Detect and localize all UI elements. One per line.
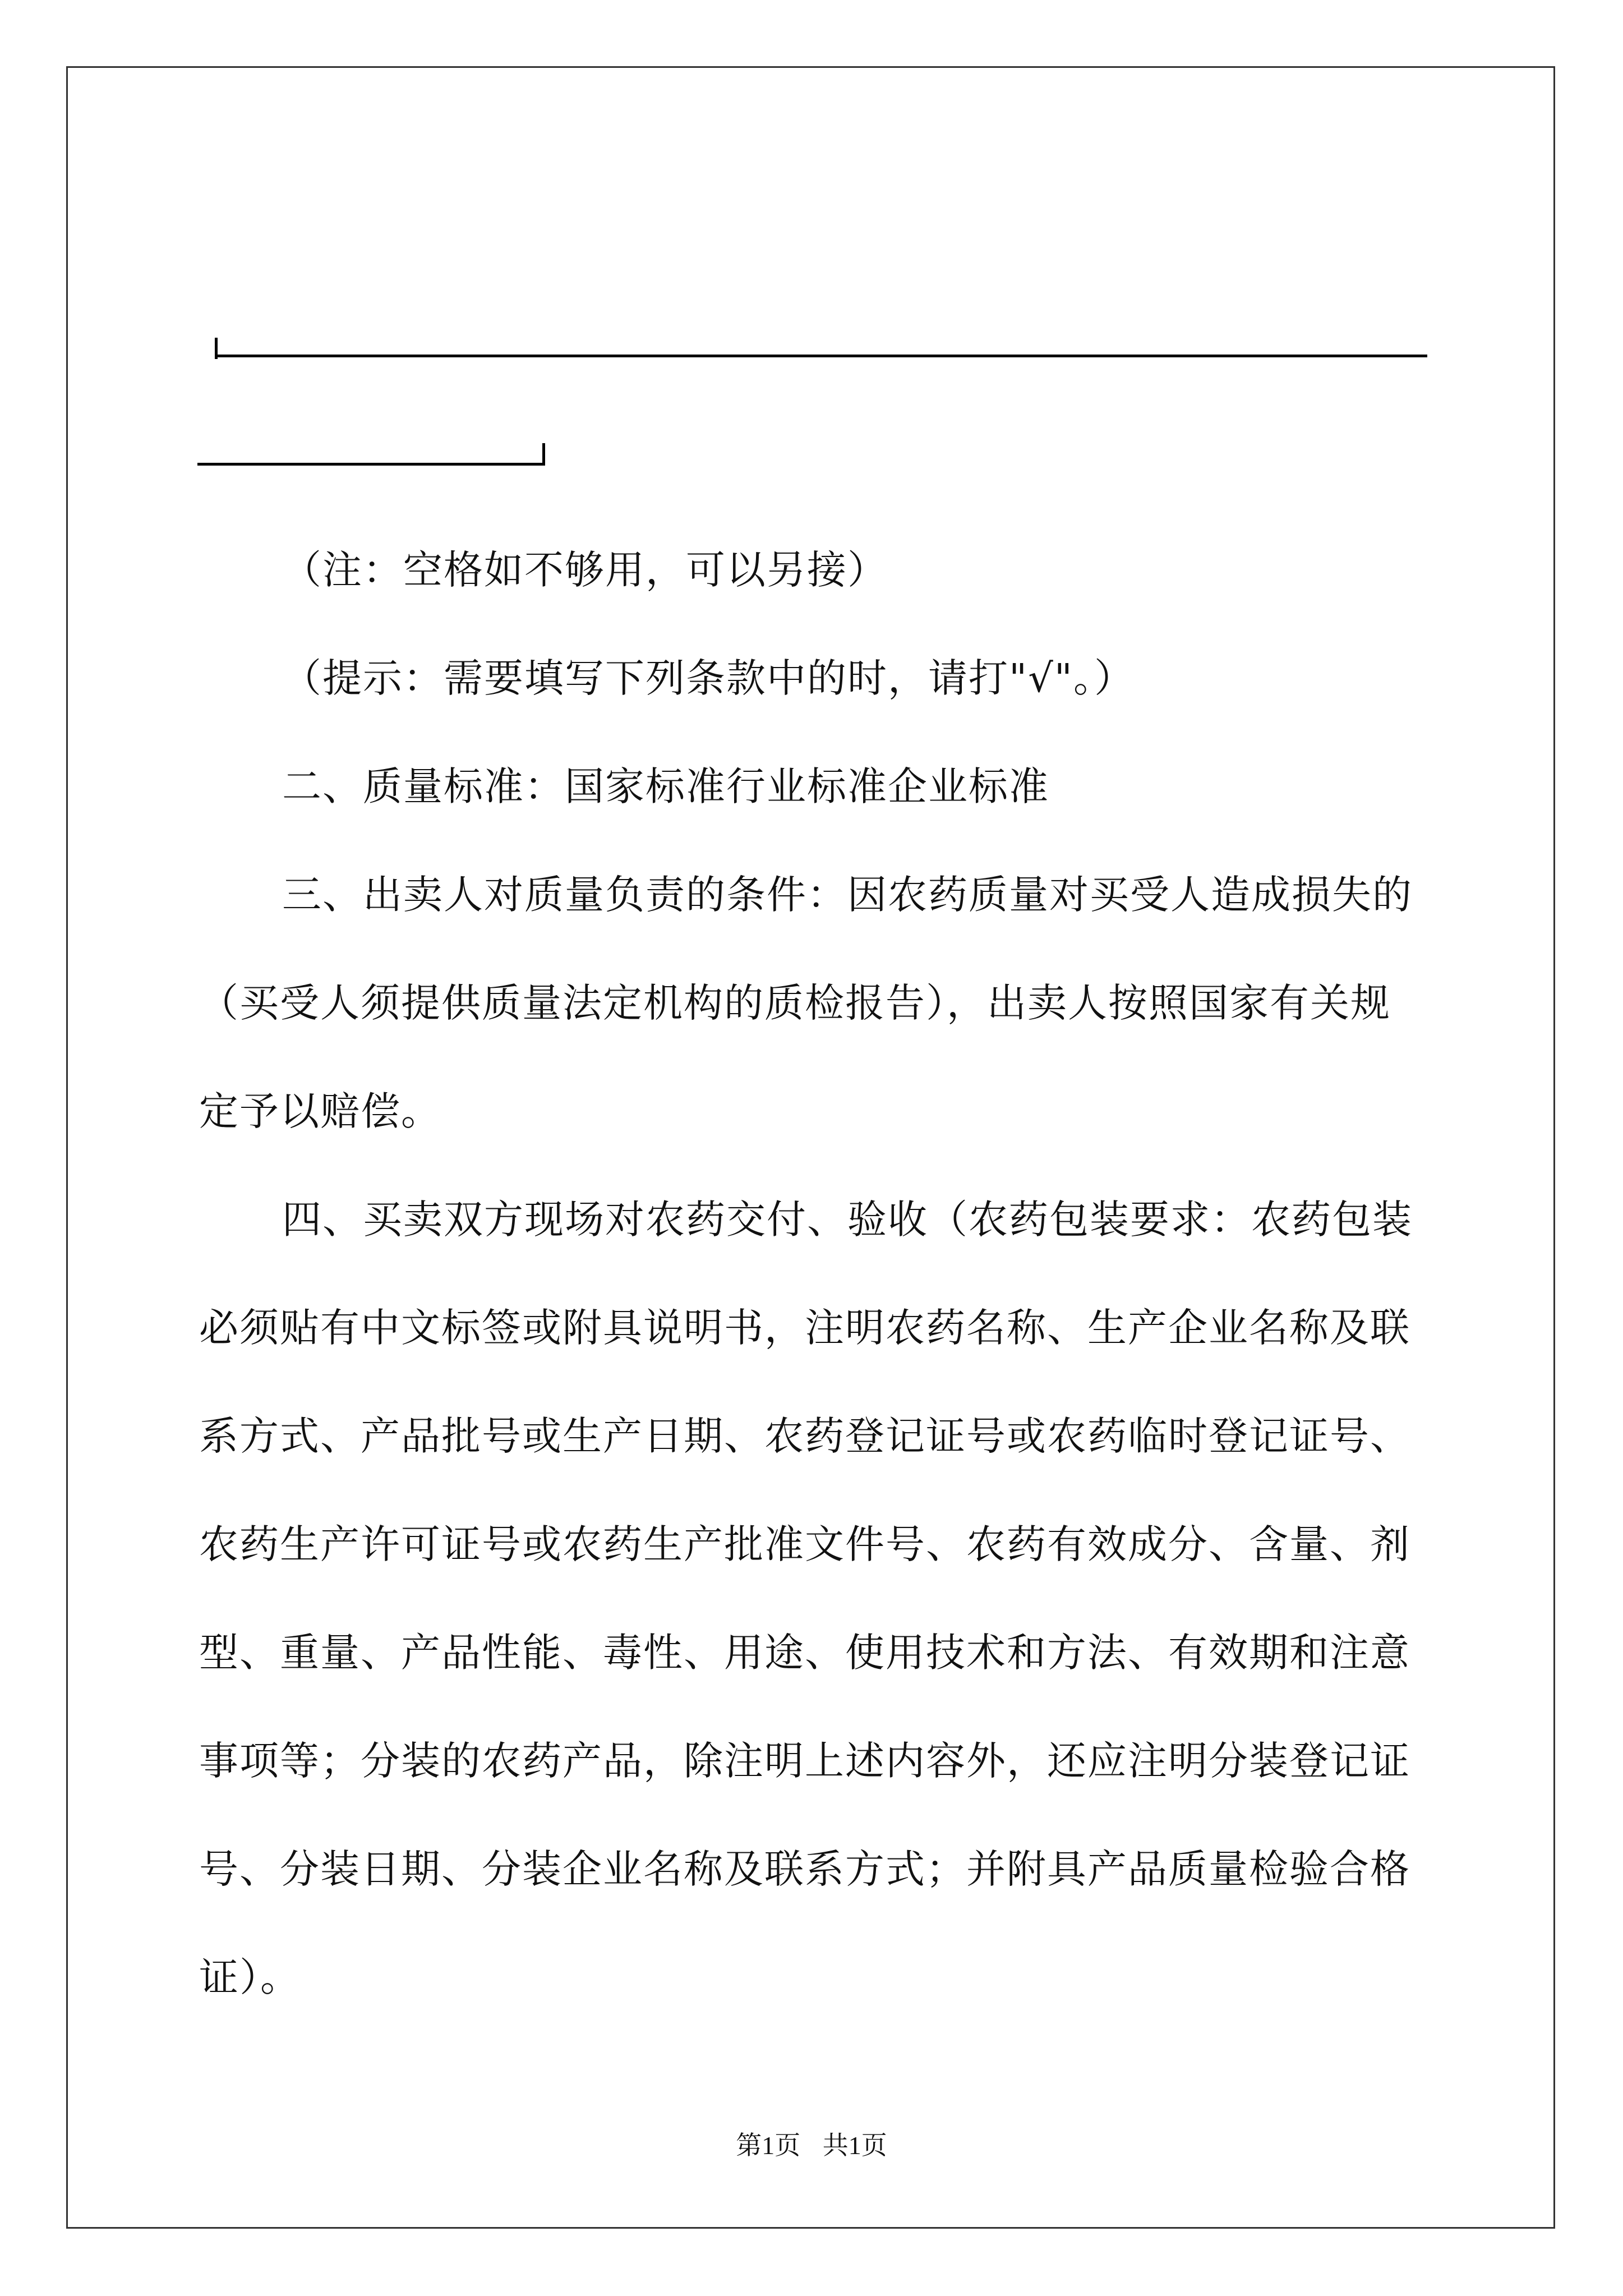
page-count: 共1页 bbox=[822, 2131, 887, 2160]
blank-line-right-tick bbox=[542, 443, 545, 466]
clause-delivery-inspection: 四、买卖双方现场对农药交付、验收（农药包装要求：农药包装必须贴有中文标签或附具说明书，注明农药名称、生产企业名称及联系方式、产品批号或生产日期、农药登记证号或农药临时登记证号、农药生产许可证号或农药生产批准文件号、农药有效成分、含量、剂型、重量、产品性能、毒性、用途、使用技术和方法、有效期和注意事项等；分装的农药产品，除注明上述内容外，还应注明分装登记证号、分装日期、分装企业名称及联系方式；并附具产品质量检验合格证）。 bbox=[199, 1197, 1413, 2000]
blank-line-1[interactable] bbox=[215, 355, 1427, 357]
clause-seller-liability: 三、出卖人对质量负责的条件：因农药质量对买受人造成损失的（买受人须提供质量法定机构的质检报告），出卖人按照国家有关规定予以赔偿。 bbox=[199, 872, 1413, 1134]
page-number: 第1页 bbox=[736, 2131, 801, 2160]
hint-text: （提示：需要填写下列条款中的时，请打"√"。） bbox=[282, 655, 1135, 701]
clause-quality-standard: 二、质量标准：国家标准行业标准企业标准 bbox=[282, 763, 1049, 809]
note-text: （注：空格如不够用，可以另接） bbox=[282, 547, 888, 593]
page-footer bbox=[0, 2129, 1623, 2162]
blank-line-2[interactable] bbox=[197, 463, 545, 466]
